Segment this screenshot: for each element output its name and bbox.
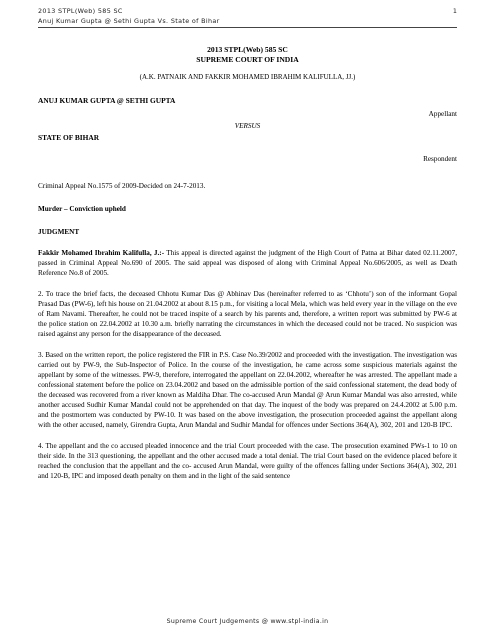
header-divider [38, 27, 457, 28]
page-footer: Supreme Court Judgements @ www.stpl-india.in [166, 618, 329, 625]
running-header [38, 6, 457, 26]
case-info: Criminal Appeal No.1575 of 2009-Decided on 24-7-2013. [38, 182, 206, 190]
appellant-name: ANUJ KUMAR GUPTA @ SETHI GUPTA [38, 96, 176, 105]
page-number: 1 [452, 7, 457, 15]
appellant-label: Appellant [428, 110, 457, 118]
parties-block [38, 96, 457, 168]
respondent-name: STATE OF BIHAR [38, 133, 100, 142]
document-body [38, 45, 457, 481]
header-case-title: Anuj Kumar Gupta @ Sethi Gupta Vs. State of Bihar [38, 17, 220, 25]
bench-names: (A.K. PATNAIK AND FAKKIR MOHAMED IBRAHIM KALIFULLA, JJ.) [139, 73, 356, 81]
judgment-heading: JUDGMENT [38, 228, 80, 236]
citation-title: 2013 STPL(Web) 585 SC [207, 45, 288, 54]
respondent-label: Respondent [423, 155, 457, 163]
paragraph-2: 2. To trace the brief facts, the deceased Chhotu Kumar Das @ Abhinav Das (hereinafter referred to as ‘Chhotu’) son of the informant Gopal Prasad Das (PW-6), left his house on 21.04.2002 at about 8.15 p.m., for visiting a local Mela, which was held every year in the village on the eve of Ram Navami. Thereafter, he could not be traced inspite of a search by his parents and, therefore, a written report was submitted by PW-6 at the police station on 22.04.2002 at 10.30 a.m. briefly narrating the circumstances in which the deceased could not be traced. No suspicion was raised against any person for the disappearance of the deceased. [38, 290, 457, 338]
paragraph-4: 4. The appellant and the co accused pleaded innocence and the trial Court proceeded with the case. The prosecution examined PWs-1 to 10 on their side. In the 313 questioning, the appellant and the other accused made a total denial. The trial Court based on the evidence placed before it reached the conclusion that the appellant and the co- accused Arun Mandal, were guilty of the offences falling under Sections 364(A), 302, 201 and 120-B, IPC and imposed death penalty on them and in the light of the said sentence [38, 442, 457, 480]
paragraph-1-text: This appeal is directed against the judgment of the High Court of Patna at Bihar dated 02.11.2007, passed in Criminal Appeal No.690 of 2005. The said appeal was disposed of along with Criminal Appeal No.606/2005, as well as Death Reference No.8 of 2005. [38, 249, 457, 277]
headnote: Murder – Conviction upheld [38, 205, 126, 213]
header-citation: 2013 STPL(Web) 585 SC [38, 7, 123, 15]
court-name: SUPREME COURT OF INDIA [196, 55, 299, 64]
judge-name: Fakkir Mohamed Ibrahim Kalifulla, J.:- [38, 249, 165, 257]
paragraph-3: 3. Based on the written report, the police registered the FIR in P.S. Case No.39/2002 and proceeded with the investigation. The investigation was carried out by PW-9, the Sub-Inspector of Police. In the course of the investigation, he came across some suspicious materials against the appellant by some of the witnesses. PW-9, therefore, interrogated the appellant on 22.04.2002, whereafter he was arrested. The appellant made a confessional statement before the police on 23.04.2002 and based on the admissible portion of the said confessional statement, the dead body of the deceased was recovered from a river known as Maldiha Dhar. The co-accused Arun Mandal @ Arun Kumar Mandal was also arrested, while another accused Sudhir Kumar Mandal could not be apprehended on that day. The inquest of the body was prepared on 24.4.2002 at 5.00 p.m. and the postmortem was conducted by PW-10. It was based on the above investigation, the prosecution proceeded against the appellant along with the other accused, namely, Girendra Gupta, Arun Mandal and Sudhir Mandal for offences under Sections 364(A), 302, 201 and 120-B IPC. [38, 351, 457, 429]
versus-label: VERSUS [234, 122, 261, 130]
paragraph-1 [38, 248, 457, 278]
